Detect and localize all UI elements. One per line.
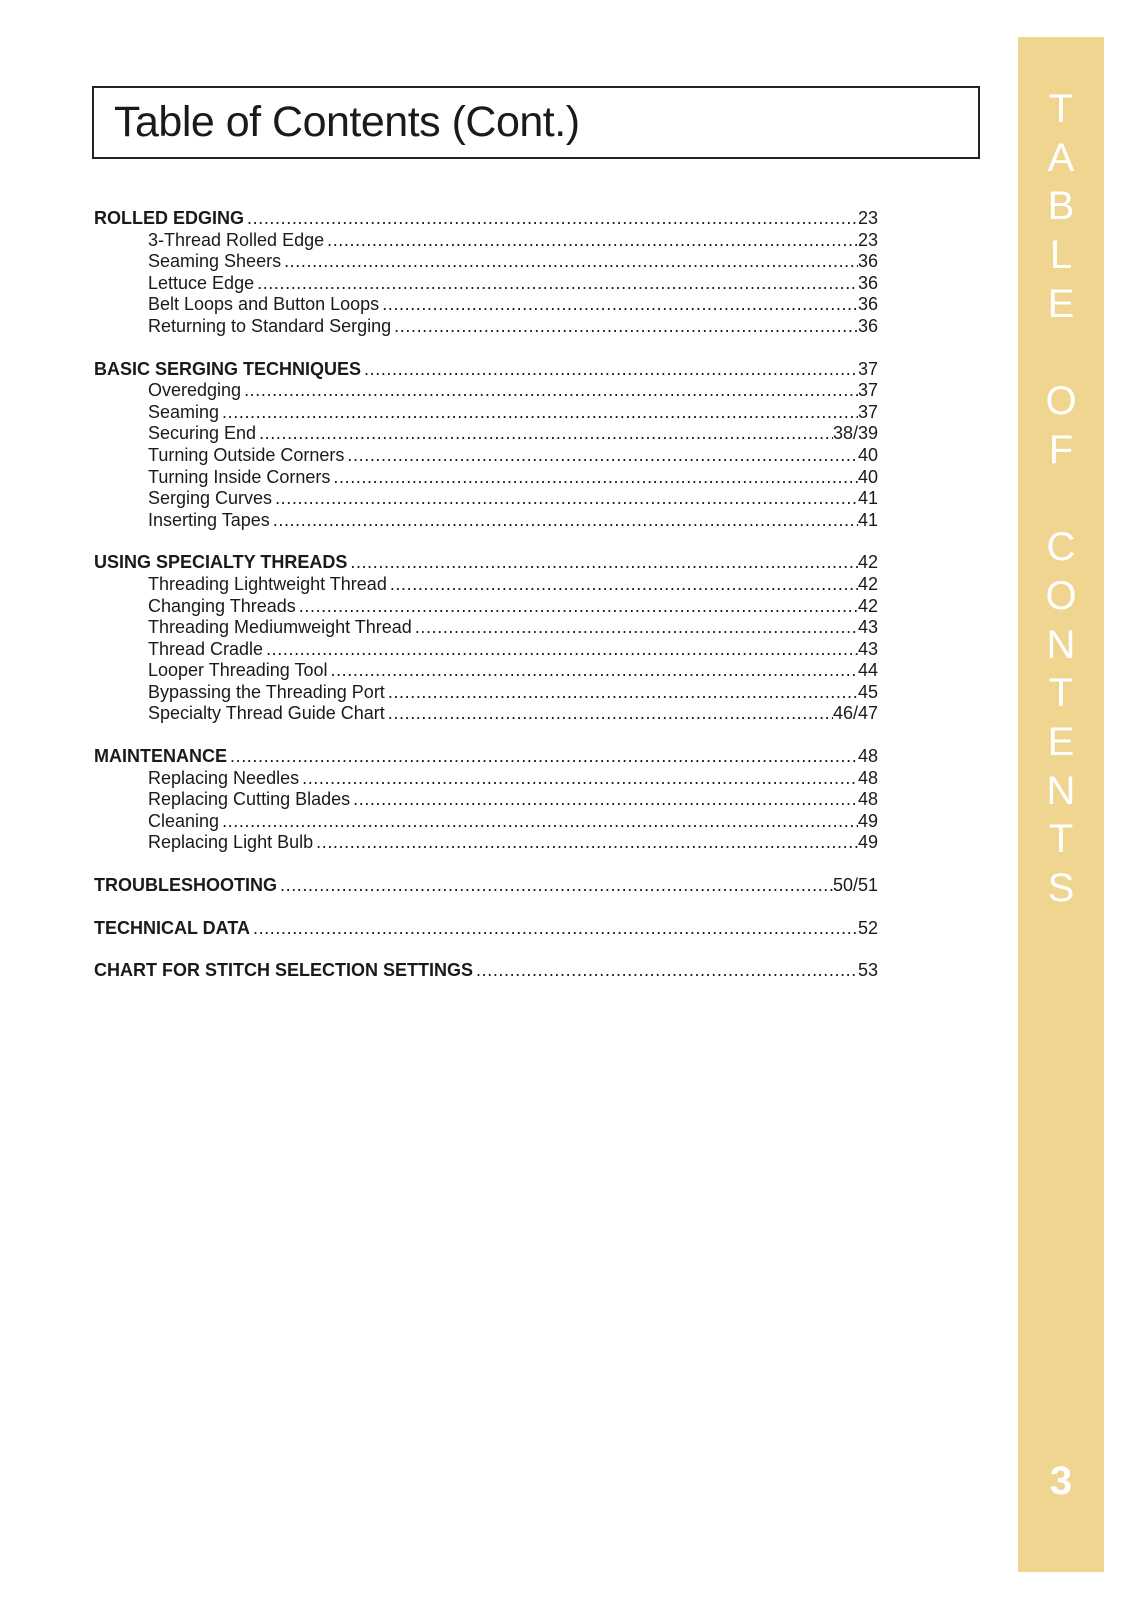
sidebar-letter: S	[1047, 866, 1075, 910]
toc-heading-row	[94, 208, 878, 230]
toc-entry-row	[94, 574, 878, 596]
sidebar-letter-gap	[1018, 475, 1104, 524]
toc-page-number: 36	[857, 294, 878, 315]
toc-section	[94, 746, 878, 854]
toc-entry-row	[94, 811, 878, 833]
sidebar-letter: T	[1048, 87, 1074, 131]
toc-entry-label: Belt Loops and Button Loops	[148, 294, 380, 315]
toc-entry-row	[94, 703, 878, 725]
sidebar-letter: B	[1047, 184, 1075, 229]
toc-page-number: 36	[857, 251, 878, 272]
toc-entry-row	[94, 617, 878, 639]
dot-leader	[391, 316, 858, 338]
toc-entry-label: Turning Inside Corners	[148, 466, 331, 487]
toc-entry-label: Specialty Thread Guide Chart	[148, 703, 385, 724]
sidebar-letter: E	[1047, 281, 1075, 326]
dot-leader	[219, 402, 858, 424]
toc-entry-row	[94, 230, 878, 252]
toc-entry-label: Bypassing the Threading Port	[148, 681, 385, 702]
toc-page-number: 44	[857, 660, 878, 681]
toc-page-number: 40	[857, 444, 878, 465]
toc-entry-row	[94, 789, 878, 811]
dot-leader	[387, 574, 858, 596]
sidebar-vertical-title	[1018, 85, 1104, 913]
dot-leader	[324, 230, 858, 252]
toc-heading-row	[94, 746, 878, 768]
dot-leader	[330, 467, 858, 489]
dot-leader	[244, 208, 858, 230]
toc-section	[94, 960, 878, 982]
toc-entry-row	[94, 316, 878, 338]
toc-entry-row	[94, 660, 878, 682]
dot-leader	[385, 682, 858, 704]
toc-entry-row	[94, 423, 878, 445]
toc-entry-label: Replacing Light Bulb	[148, 832, 314, 853]
toc-page-number: 42	[857, 573, 878, 594]
toc-section	[94, 208, 878, 338]
toc-entry-row	[94, 380, 878, 402]
toc-page-number: 37	[857, 380, 878, 401]
dot-leader	[277, 875, 833, 897]
toc-page-number: 43	[857, 617, 878, 638]
toc-heading-row	[94, 918, 878, 940]
dot-leader	[241, 380, 858, 402]
dot-leader	[347, 552, 858, 574]
toc-section	[94, 918, 878, 940]
sidebar-letter-gap	[1018, 328, 1104, 377]
dot-leader	[299, 768, 858, 790]
toc-page-number: 23	[857, 229, 878, 250]
toc-page-number: 53	[857, 960, 878, 981]
toc-entry-label: Lettuce Edge	[148, 272, 255, 293]
sidebar-letter: A	[1047, 135, 1075, 180]
dot-leader	[473, 960, 858, 982]
toc-page-number: 23	[857, 208, 878, 228]
toc-heading-label: MAINTENANCE	[94, 746, 227, 767]
toc-page-number: 49	[857, 832, 878, 853]
toc-entry-label: Seaming	[148, 401, 220, 422]
dot-leader	[272, 488, 858, 510]
toc-heading-label: BASIC SERGING TECHNIQUES	[94, 358, 362, 379]
sidebar-letter: F	[1048, 427, 1074, 472]
toc-entry-row	[94, 682, 878, 704]
toc-entry-row	[94, 467, 878, 489]
dot-leader	[250, 918, 858, 940]
dot-leader	[344, 445, 858, 467]
toc-page-number: 49	[857, 810, 878, 831]
toc-entry-row	[94, 251, 878, 273]
sidebar-tab	[1018, 37, 1104, 1572]
page-number: 3	[1049, 1459, 1073, 1503]
dot-leader	[281, 251, 858, 273]
toc-entry-row	[94, 488, 878, 510]
toc-heading-label: CHART FOR STITCH SELECTION SETTINGS	[94, 960, 474, 981]
toc-entry-row	[94, 596, 878, 618]
dot-leader	[263, 639, 858, 661]
toc-page-number: 36	[857, 315, 878, 336]
toc-page-number: 41	[857, 509, 878, 530]
toc-entry-label: Looper Threading Tool	[148, 660, 328, 681]
title-box	[92, 86, 980, 159]
toc-entry-label: Changing Threads	[148, 595, 296, 616]
toc-page-number: 42	[857, 595, 878, 616]
toc-heading-label: TECHNICAL DATA	[94, 917, 250, 938]
toc-entry-label: Returning to Standard Serging	[148, 315, 392, 336]
toc-page-number: 43	[857, 638, 878, 659]
toc-entry-label: Threading Mediumweight Thread	[148, 617, 412, 638]
dot-leader	[254, 273, 858, 295]
toc-page-number: 42	[857, 552, 878, 573]
dot-leader	[412, 617, 858, 639]
sidebar-letter: E	[1047, 719, 1075, 764]
sidebar-letter: O	[1045, 573, 1077, 618]
toc-heading-row	[94, 875, 878, 897]
toc-entry-row	[94, 294, 878, 316]
toc-page-number: 45	[857, 681, 878, 702]
table-of-contents	[94, 208, 878, 1003]
dot-leader	[227, 746, 858, 768]
toc-entry-label: Serging Curves	[148, 488, 273, 509]
toc-page-number: 48	[857, 789, 878, 810]
toc-heading-row	[94, 960, 878, 982]
dot-leader	[313, 832, 858, 854]
dot-leader	[219, 811, 858, 833]
toc-page-number: 50/51	[832, 875, 878, 896]
toc-entry-label: Threading Lightweight Thread	[148, 573, 387, 594]
toc-entry-row	[94, 402, 878, 424]
toc-page-number: 48	[857, 767, 878, 788]
toc-entry-row	[94, 639, 878, 661]
toc-entry-label: Seaming Sheers	[148, 251, 282, 272]
toc-section	[94, 875, 878, 897]
toc-page-number: 37	[857, 401, 878, 422]
dot-leader	[361, 359, 858, 381]
dot-leader	[350, 789, 858, 811]
toc-entry-label: Replacing Cutting Blades	[148, 789, 351, 810]
toc-section	[94, 552, 878, 725]
toc-entry-row	[94, 832, 878, 854]
sidebar-letter: O	[1045, 379, 1077, 424]
toc-entry-label: Securing End	[148, 423, 257, 444]
dot-leader	[256, 423, 833, 445]
sidebar-letter: T	[1048, 817, 1074, 862]
toc-page-number: 52	[857, 917, 878, 938]
toc-entry-label: Turning Outside Corners	[148, 444, 345, 465]
dot-leader	[327, 660, 857, 682]
sidebar-letter: C	[1046, 525, 1076, 570]
toc-entry-row	[94, 510, 878, 532]
toc-entry-row	[94, 768, 878, 790]
toc-entry-label: Thread Cradle	[148, 638, 264, 659]
toc-entry-label: Cleaning	[148, 810, 220, 831]
toc-page-number: 41	[857, 488, 878, 509]
sidebar-letter: N	[1046, 622, 1076, 667]
toc-heading-label: USING SPECIALTY THREADS	[94, 552, 348, 573]
toc-entry-label: Inserting Tapes	[148, 509, 270, 530]
toc-section	[94, 359, 878, 532]
toc-page-number: 46/47	[832, 703, 878, 724]
toc-entry-label: 3-Thread Rolled Edge	[148, 229, 325, 250]
toc-heading-row	[94, 552, 878, 574]
sidebar-letter: N	[1046, 768, 1076, 813]
dot-leader	[296, 596, 858, 618]
toc-page-number: 40	[857, 466, 878, 487]
page-title: Table of Contents (Cont.)	[114, 98, 580, 146]
toc-page-number: 36	[857, 272, 878, 293]
toc-heading-label: TROUBLESHOOTING	[94, 875, 277, 896]
toc-page-number: 37	[857, 358, 878, 379]
dot-leader	[379, 294, 858, 316]
toc-heading-row	[94, 359, 878, 381]
toc-heading-label: ROLLED EDGING	[94, 208, 245, 228]
dot-leader	[270, 510, 858, 532]
dot-leader	[385, 703, 833, 725]
toc-entry-row	[94, 273, 878, 295]
toc-entry-row	[94, 445, 878, 467]
toc-page-number: 48	[857, 746, 878, 767]
sidebar-letter: L	[1049, 233, 1073, 278]
toc-entry-label: Replacing Needles	[148, 767, 300, 788]
sidebar-letter: T	[1048, 671, 1074, 716]
toc-page-number: 38/39	[832, 423, 878, 444]
toc-entry-label: Overedging	[148, 380, 242, 401]
